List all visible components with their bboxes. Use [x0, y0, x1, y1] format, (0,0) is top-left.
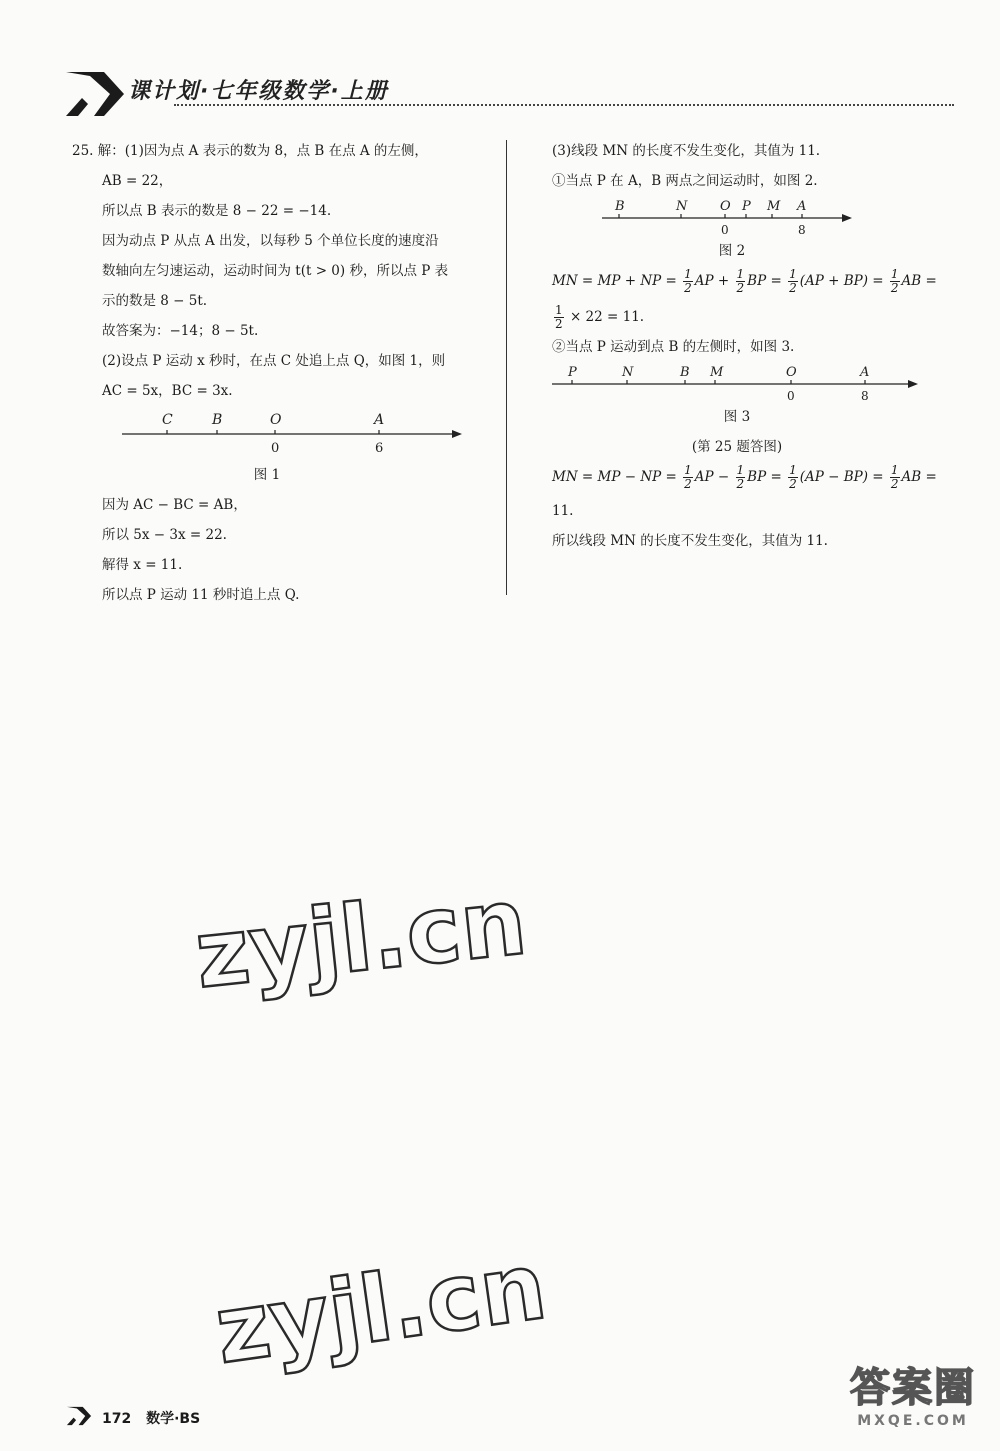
watermark-text: zyjl.cn — [209, 1232, 553, 1385]
eq-text: (AP − BP) = — [799, 469, 884, 485]
page-footer — [64, 1408, 200, 1428]
tick-label-8: 8 — [798, 223, 806, 237]
figure-group-title: (第 25 题答图) — [691, 439, 783, 455]
tick-label-6: 6 — [375, 441, 384, 456]
text-line: 示的数是 8 − 5t. — [102, 293, 208, 309]
figure-3-number-line — [552, 362, 972, 406]
eq-text: MN = MP − NP = — [552, 469, 677, 485]
figure-3-caption: 图 3 — [723, 409, 751, 425]
figure-2-caption: 图 2 — [718, 243, 746, 259]
left-column — [72, 136, 492, 610]
text-line: 所以点 P 运动 11 秒时追上点 Q. — [102, 587, 300, 603]
header-title: 课计划·七年级数学·上册 — [128, 79, 389, 104]
point-label-O: O — [270, 412, 282, 428]
text-line: (2)设点 P 运动 x 秒时，在点 C 处追上点 Q，如图 1，则 — [102, 353, 446, 369]
eq-text: BP = — [747, 273, 782, 289]
point-label-P: P — [568, 365, 577, 380]
point-label-M: M — [767, 199, 781, 214]
eq-text: AB = — [901, 273, 937, 289]
right-column — [552, 136, 972, 556]
figure-1-number-line — [72, 406, 492, 466]
text-line: AC = 5x，BC = 3x. — [102, 383, 233, 399]
fraction-half: $\frac{1}{2}$ — [736, 463, 745, 491]
header-rule — [174, 104, 954, 106]
text-line: 因为动点 P 从点 A 出发，以每秒 5 个单位长度的速度沿 — [102, 233, 439, 249]
eq-text: BP = — [747, 469, 782, 485]
text-line: ①当点 P 在 A，B 两点之间运动时，如图 2. — [552, 173, 818, 189]
point-label-B: B — [615, 199, 625, 214]
point-label-N: N — [622, 365, 634, 380]
site-logo-text: 答案圈 — [850, 1365, 976, 1411]
fraction-half: $\frac{1}{2}$ — [789, 267, 797, 295]
point-label-A: A — [860, 365, 870, 380]
fraction-half: $\frac{1}{2}$ — [684, 267, 692, 295]
figure-2-number-line — [552, 196, 952, 240]
column-divider — [506, 140, 507, 595]
tick-label-0: 0 — [721, 223, 729, 237]
text-line: 所以线段 MN 的长度不发生变化，其值为 11. — [552, 533, 828, 549]
tick-label-0: 0 — [271, 441, 280, 456]
point-label-C: C — [162, 412, 173, 428]
footer-subject: 数学·BS — [146, 1411, 201, 1427]
fraction-half: $\frac{1}{2}$ — [890, 267, 899, 295]
text-line: 25. 解：(1)因为点 A 表示的数为 8，点 B 在点 A 的左侧， — [72, 143, 428, 159]
text-line: 解得 x = 11. — [102, 557, 183, 573]
brand-logo-icon — [64, 70, 126, 118]
text-line: 故答案为：−14；8 − 5t. — [102, 323, 259, 339]
equation-line-2 — [552, 462, 972, 492]
point-label-B: B — [680, 365, 690, 380]
fraction-half: $\frac{1}{2}$ — [684, 463, 692, 491]
fraction-half: $\frac{1}{2}$ — [890, 463, 899, 491]
watermark-text: zyjl.cn — [190, 867, 532, 1010]
point-label-O: O — [786, 365, 797, 380]
brand-logo-icon — [64, 1406, 94, 1426]
text-line: (3)线段 MN 的长度不发生变化，其值为 11. — [552, 143, 821, 159]
tick-label-8: 8 — [861, 389, 869, 403]
tick-label-0: 0 — [787, 389, 795, 403]
point-label-N: N — [676, 199, 688, 214]
fraction-half: $\frac{1}{2}$ — [789, 463, 797, 491]
page-header — [64, 70, 964, 120]
site-logo-url: MXQE.COM — [857, 1413, 969, 1429]
text-line: ②当点 P 运动到点 B 的左侧时，如图 3. — [552, 339, 795, 355]
text-line: 11. — [552, 503, 574, 519]
point-label-A: A — [797, 199, 807, 214]
text-line: 数轴向左匀速运动，运动时间为 t(t > 0) 秒，所以点 P 表 — [102, 263, 449, 279]
figure-1-caption: 图 1 — [253, 467, 281, 483]
eq-text: AB = — [901, 469, 937, 485]
point-label-M: M — [710, 365, 724, 380]
point-label-A: A — [374, 412, 385, 428]
eq-text: AP + — [694, 273, 730, 289]
fraction-half: $\frac{1}{2}$ — [736, 267, 745, 295]
eq-text: MN = MP + NP = — [552, 273, 677, 289]
text-line: 所以点 B 表示的数是 8 − 22 = −14. — [102, 203, 332, 219]
text-line: 所以 5x − 3x = 22. — [102, 527, 227, 543]
equation-line-1-cont — [552, 302, 972, 332]
eq-text: AP − — [694, 469, 730, 485]
point-label-P: P — [742, 199, 751, 214]
point-label-B: B — [212, 412, 223, 428]
point-label-O: O — [720, 199, 731, 214]
text-line: 因为 AC − BC = AB， — [102, 497, 247, 513]
text-line: AB = 22， — [102, 173, 173, 189]
eq-text: (AP + BP) = — [799, 273, 884, 289]
site-logo — [850, 1356, 976, 1429]
eq-text: × 22 = 11. — [569, 309, 645, 325]
fraction-half: $\frac{1}{2}$ — [555, 303, 563, 331]
equation-line-1 — [552, 266, 972, 296]
page-number: 172 — [102, 1411, 132, 1427]
